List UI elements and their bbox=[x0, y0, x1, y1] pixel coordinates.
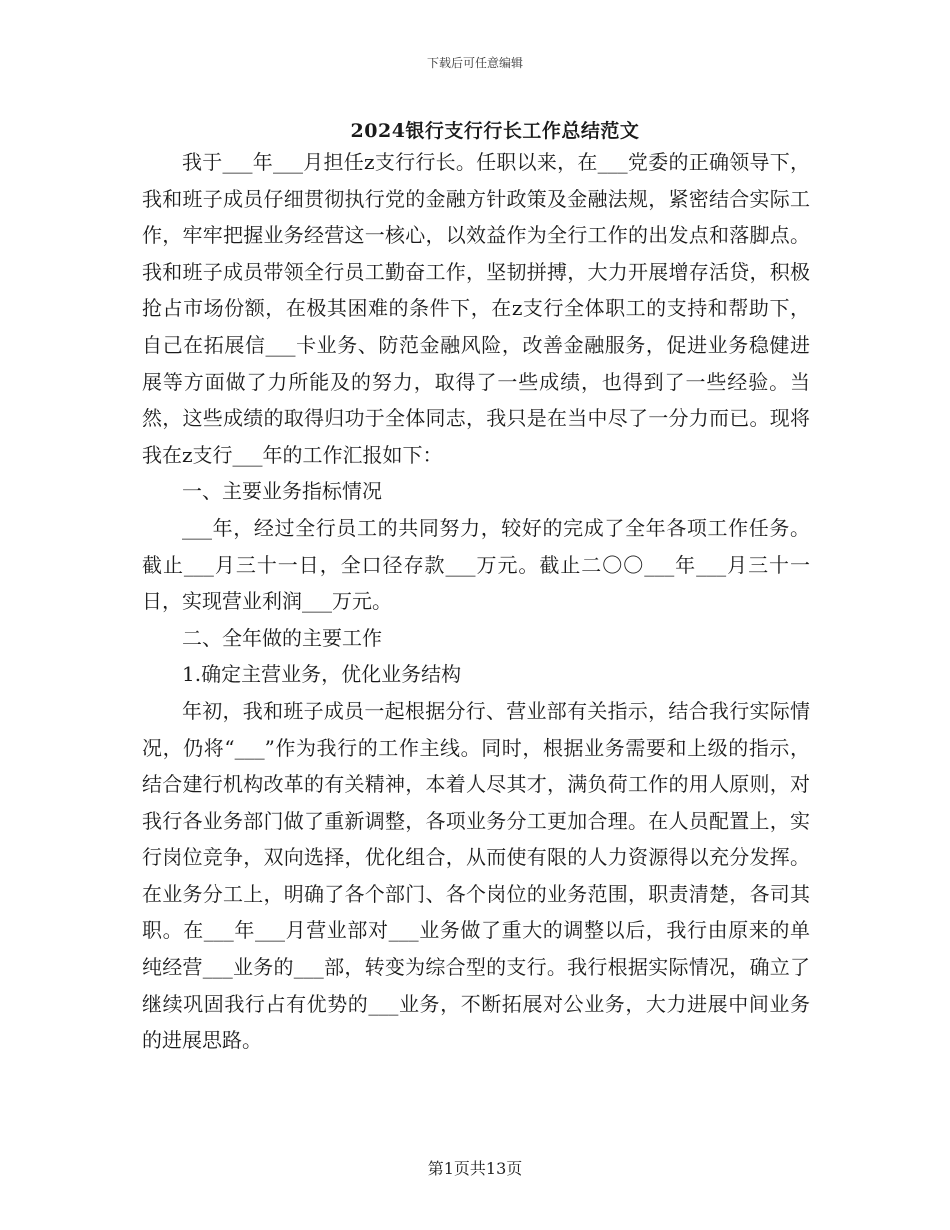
page-number-footer: 第1页共13页 bbox=[427, 1159, 523, 1178]
intro-paragraph: 我于___年___月担任z支行行长。任职以来，在___党委的正确领导下，我和班子成员仔细贯彻执行党的金融方针政策及金融法规，紧密结合实际工作，牢牢把握业务经营这一核心，以效益作为全行工作的出发点和落脚点。我和班子成员带领全行员工勤奋工作，坚韧拼搏，大力开展增存活贷，积极抢占市场份额，在极其困难的条件下，在z支行全体职工的支持和帮助下，自己在拓展信___卡业务、防范金融风险，改善金融服务，促进业务稳健进展等方面做了力所能及的努力，取得了一些成绩，也得到了一些经验。当然，这些成绩的取得归功于全体同志，我只是在当中尽了一分力而已。现将我在z支行___年的工作汇报如下： bbox=[142, 150, 810, 467]
subsection-1-paragraph: 年初，我和班子成员一起根据分行、营业部有关指示，结合我行实际情况，仍将“___”作为我行的工作主线。同时，根据业务需要和上级的指示，结合建行机构改革的有关精神，本着人尽其才，满负荷工作的用人原则，对我行各业务部门做了重新调整，各项业务分工更加合理。在人员配置上，实行岗位竞争，双向选择，优化组合，从而使有限的人力资源得以充分发挥。在业务分工上，明确了各个部门、各个岗位的业务范围，职责清楚，各司其职。在___年___月营业部对___业务做了重大的调整以后，我行由原来的单纯经营___业务的___部，转变为综合型的支行。我行根据实际情况，确立了继续巩固我行占有优势的___业务，不断拓展对公业务，大力进展中间业务的进展思路。 bbox=[142, 698, 810, 1053]
subsection-heading-1: 1.确定主营业务，优化业务结构 bbox=[182, 662, 462, 687]
document-title: 2024银行支行行长工作总结范文 bbox=[350, 120, 640, 142]
section-heading-1: 一、主要业务指标情况 bbox=[182, 479, 382, 504]
section-1-paragraph: ___年，经过全行员工的共同努力，较好的完成了全年各项工作任务。截止___月三十一日，全口径存款___万元。截止二〇〇___年___月三十一日，实现营业利润___万元。 bbox=[142, 515, 810, 614]
header-note: 下载后可任意编辑 bbox=[426, 56, 523, 70]
section-heading-2: 二、全年做的主要工作 bbox=[182, 625, 382, 650]
document-body bbox=[142, 144, 810, 1059]
